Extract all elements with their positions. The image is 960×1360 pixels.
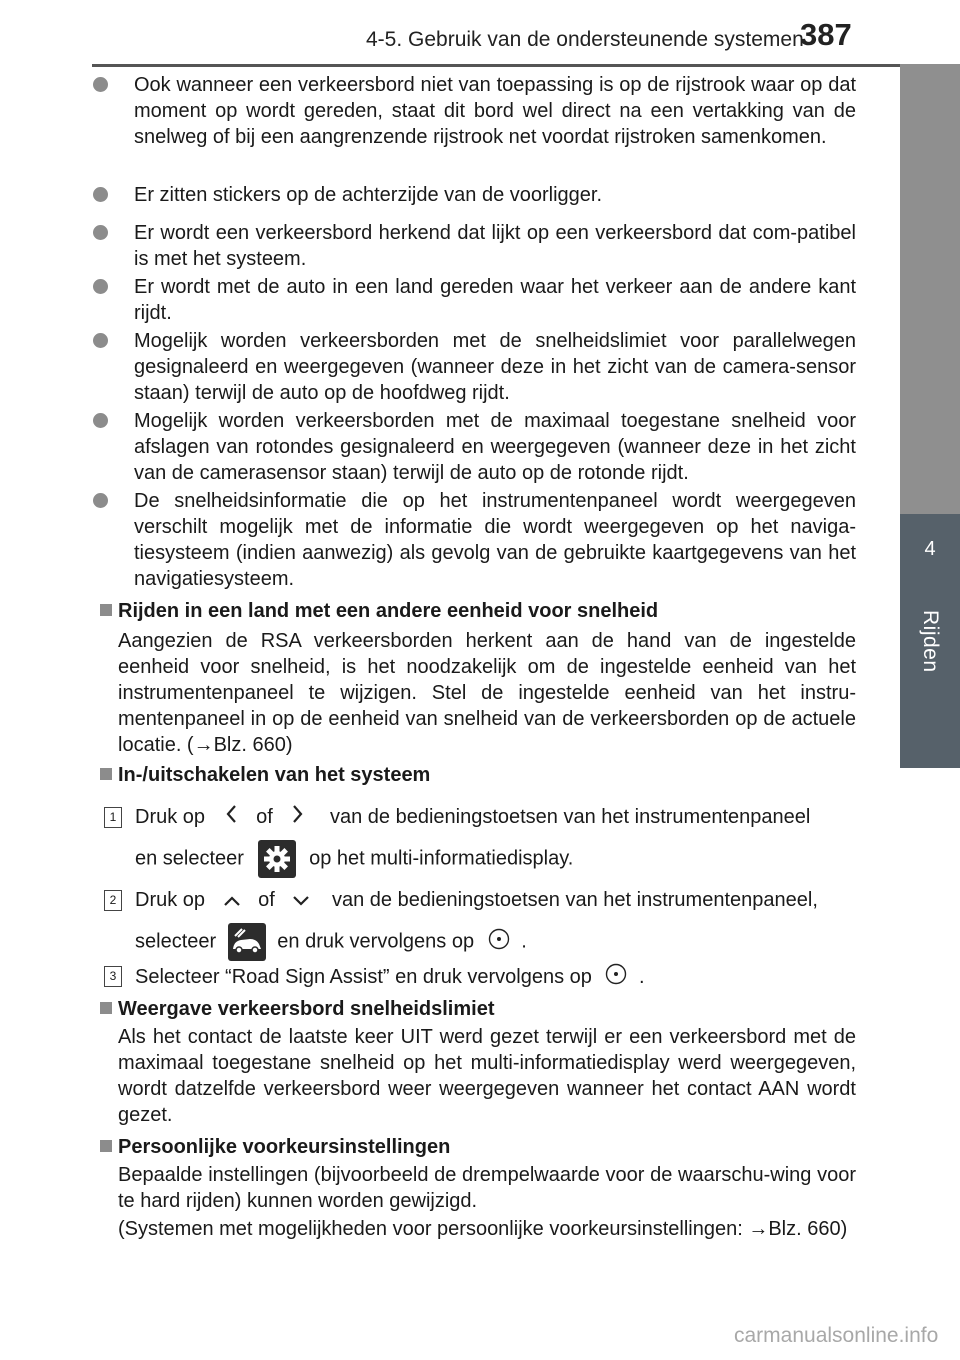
ok-button-icon	[488, 928, 510, 957]
section-body: Aangezien de RSA verkeersborden herkent aan de hand van de ingestelde eenheid voor snelheid, is het noodzakelijk om de ingestelde eenheid van het instrumentenpaneel te wijzigen. Stel de ingestelde eenheid van het instru-mentenpaneel in op de eenheid van snelheid van de verkeersborden op de actuele locatie. (→Blz. 660)	[118, 630, 856, 756]
section-body: Als het contact de laatste keer UIT werd gezet terwijl er een verkeersbord met de maximaal toegestane snelheid op het multi-informatiedisplay werd weergegeven, wordt datzelfde verkeersbord weer weergegeven wanneer het contact AAN wordt gezet.	[118, 1026, 856, 1126]
driving-assist-icon	[228, 923, 266, 961]
list-item: Er wordt met de auto in een land gereden waar het verkeer aan de andere kant rijdt.	[112, 274, 856, 326]
watermark: carmanualsonline.info	[734, 1324, 939, 1347]
list-item: Mogelijk worden verkeersborden met de maximaal toegestane snelheid voor afslagen van rotondes gesignaleerd en weergegeven (wanneer deze in het zicht van de camerasensor staan) terwijl de auto op de rotonde rijdt.	[112, 408, 856, 486]
step-line: selecteer en druk vervolgens op .	[135, 923, 527, 961]
chevron-left-icon	[225, 804, 237, 831]
chevron-down-icon	[292, 888, 310, 914]
bullet-icon	[93, 279, 108, 294]
section-marker-icon	[100, 1140, 112, 1152]
chapter-tab	[900, 514, 960, 768]
step-line: en selecteer op het multi-informatiedisplay.	[135, 840, 573, 878]
list-item: De snelheidsinformatie die op het instrumentenpaneel wordt weergegeven verschilt mogelijk met de informatie die wordt weergegeven op het naviga-tiesysteem (indien aanwezig) als gevolg van de gebruikte kaartgegevens van het navigatiesysteem.	[112, 488, 856, 592]
bullet-icon	[93, 493, 108, 508]
section-body: Bepaalde instellingen (bijvoorbeeld de drempelwaarde voor de waarschu-wing voor te hard rijden) kunnen worden gewijzigd.	[118, 1164, 856, 1212]
bullet-icon	[93, 413, 108, 428]
header-title: 4-5. Gebruik van de ondersteunende systemen	[366, 28, 804, 51]
section-heading: Weergave verkeersbord snelheidslimiet	[100, 996, 860, 1022]
page-number: 387	[800, 17, 852, 52]
bullet-icon	[93, 333, 108, 348]
list-item: Mogelijk worden verkeersborden met de snelheidslimiet voor parallelwegen gesignaleerd en weergegeven (wanneer deze in het zicht van de camera-sensor staan) terwijl de auto op de hoofdweg rijdt.	[112, 328, 856, 406]
section-heading: In-/uitschakelen van het systeem	[100, 762, 860, 788]
step-number-badge: 3	[104, 966, 122, 987]
step-line: Selecteer “Road Sign Assist” en druk vervolgens op .	[135, 963, 645, 992]
step-number-badge: 2	[104, 890, 122, 911]
settings-gear-icon	[258, 840, 296, 878]
chevron-up-icon	[223, 888, 241, 914]
section-marker-icon	[100, 1002, 112, 1014]
section-marker-icon	[100, 604, 112, 616]
side-tab-upper	[900, 64, 960, 514]
section-marker-icon	[100, 768, 112, 780]
bullet-icon	[93, 77, 108, 92]
section-heading: Persoonlijke voorkeursinstellingen	[100, 1134, 860, 1160]
ok-button-icon	[605, 963, 627, 992]
list-item: Er zitten stickers op de achterzijde van de voorligger.	[112, 182, 856, 208]
chevron-right-icon	[292, 804, 304, 831]
chapter-number: 4	[924, 538, 936, 560]
step-line: Druk op of van de bedieningstoetsen van het instrumentenpaneel,	[135, 887, 818, 914]
list-item: Ook wanneer een verkeersbord niet van toepassing is op de rijstrook waar op dat moment op wordt gereden, staat dit bord wel direct na een vertakking van de snelweg of bij een aangrenzende rijstrook net voordat rijstroken samenkomen.	[112, 72, 856, 150]
step-line: Druk op of van de bedieningstoetsen van het instrumentenpaneel	[135, 804, 810, 831]
section-heading: Rijden in een land met een andere eenheid voor snelheid	[100, 598, 860, 624]
bullet-icon	[93, 225, 108, 240]
chapter-label: Rijden	[919, 610, 942, 673]
header-divider	[92, 64, 960, 67]
step-number-badge: 1	[104, 807, 122, 828]
bullet-icon	[93, 187, 108, 202]
list-item: Er wordt een verkeersbord herkend dat lijkt op een verkeersbord dat com-patibel is met het systeem.	[112, 220, 856, 272]
section-body: (Systemen met mogelijkheden voor persoonlijke voorkeursinstellingen: →Blz. 660)	[118, 1218, 848, 1240]
